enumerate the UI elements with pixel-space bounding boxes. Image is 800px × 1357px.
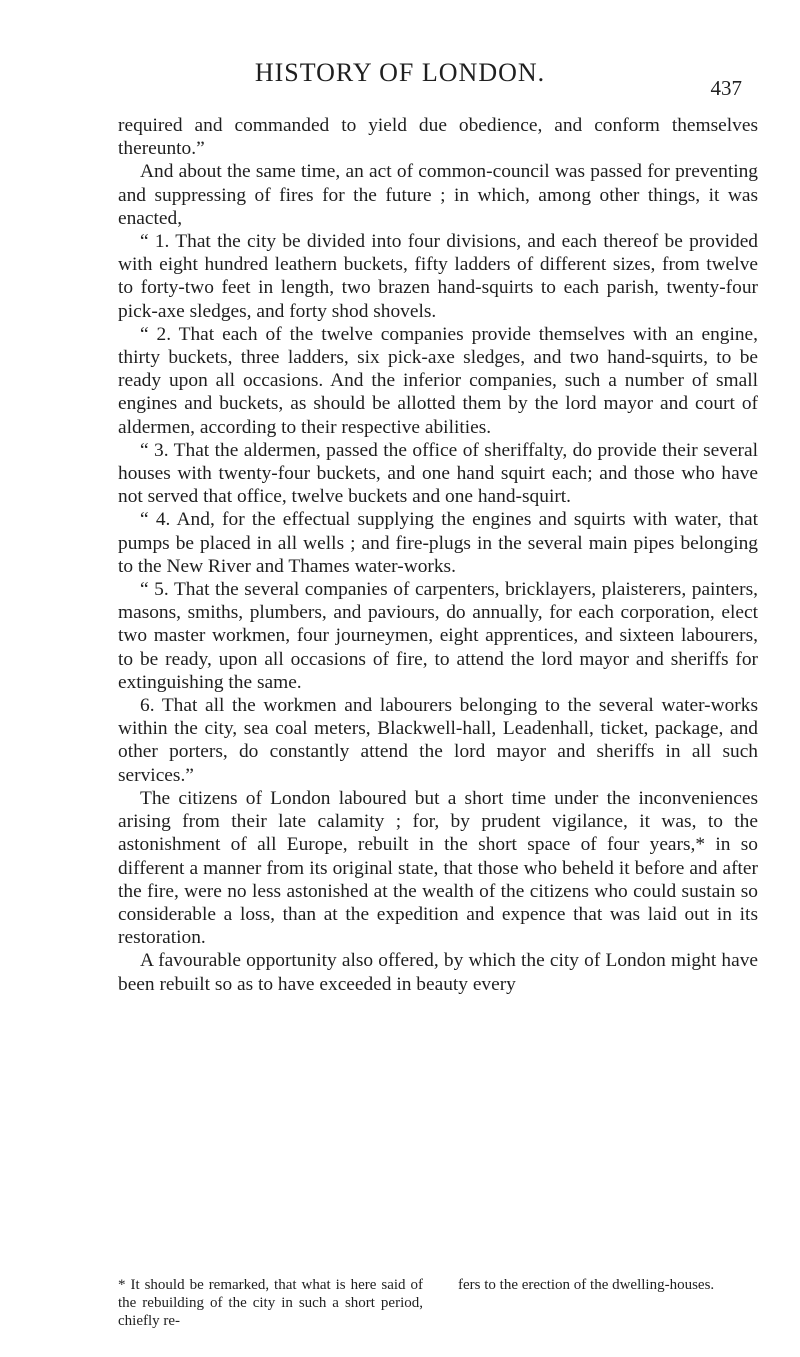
paragraph: “ 3. That the aldermen, passed the office of sheriffalty, do provide their several houses with twenty-four buckets, and one hand squirt each; and those who have not served that office, twelve buckets and one hand-squirt. — [118, 439, 758, 508]
paragraph: “ 5. That the several companies of carpenters, bricklayers, plaisterers, painters, masons, smiths, plumbers, and paviours, do annually, for each corporation, elect two master workmen, four journeymen, eight apprentices, and sixteen labourers, to be ready, upon all occasions of fire, to attend the lord mayor and sheriffs for extinguishing the same. — [118, 579, 758, 693]
paragraph: A favourable opportunity also offered, by which the city of London might have been rebuilt so as to have exceeded in beauty every — [118, 950, 758, 995]
paragraph: And about the same time, an act of common-council was passed for preventing and suppressing of fires for the future ; in which, among other things, it was enacted, — [118, 161, 758, 229]
page-number: 437 — [710, 76, 742, 100]
paragraph: “ 1. That the city be divided into four divisions, and each thereof be provided with eight hundred leathern buckets, fifty ladders of different sizes, from twelve to forty-two feet in length, two brazen hand-squirts to each parish, twenty-four pick-axe sledges, and forty shod shovels. — [118, 231, 758, 322]
paragraph: required and commanded to yield due obedience, and conform themselves thereunto.” — [118, 115, 758, 160]
paragraph: The citizens of London laboured but a short time under the inconveniences arising from their late calamity ; for, by prudent vigilance, it was, to the astonishment of all Europe, rebuilt in the short space of four years,* in so different a manner from its original state, that those who beheld it before and after the fire, were no less astonished at the wealth of the citizens who could sustain so considerable a loss, than at the expedition and expence that was laid out in its restoration. — [118, 787, 758, 949]
paragraph: “ 2. That each of the twelve companies provide themselves with an engine, thirty buckets, three ladders, six pick-axe sledges, and two hand-squirts, to be ready upon all occasions. And the inferior companies, such a number of small engines and buckets, as should be allotted them by the lord mayor and court of aldermen, according to their respective abilities. — [118, 323, 758, 438]
running-head: HISTORY OF LONDON. — [254, 58, 546, 87]
paragraph: “ 4. And, for the effectual supplying the engines and squirts with water, that pumps be placed in all wells ; and fire-plugs in the several main pipes belonging to the New River and Thames water-works. — [118, 509, 758, 577]
paragraph: 6. That all the workmen and labourers belonging to the several water-works within the city, sea coal meters, Blackwell-hall, Leadenhall, ticket, package, and other porters, do constantly attend the lord mayor and sheriffs in all such services.” — [118, 695, 758, 786]
footnote-left-column: * It should be remarked, that what is here said of the rebuilding of the city in such a short period, chiefly re- — [118, 1277, 423, 1329]
page-header — [0, 58, 800, 98]
footnote-right-column: fers to the erection of the dwelling-houses. — [458, 1277, 715, 1293]
footnote — [118, 1276, 758, 1330]
body-text — [118, 114, 758, 996]
